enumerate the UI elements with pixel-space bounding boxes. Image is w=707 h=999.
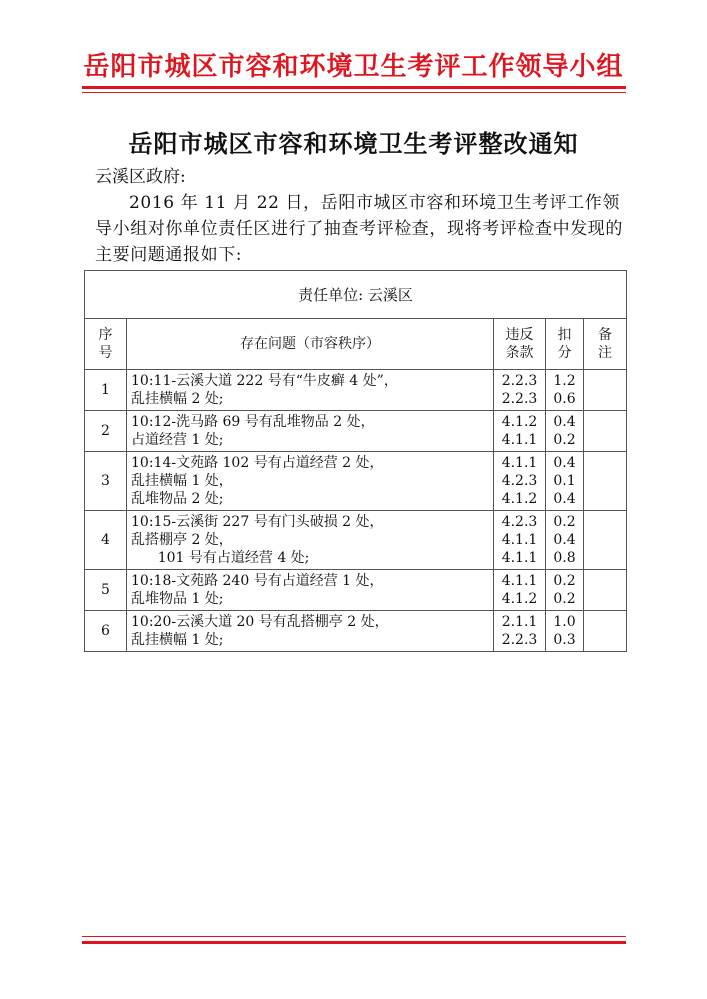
problem-line: 占道经营 1 处; [131,432,224,448]
header-rule-thick [82,86,626,89]
table-row [85,370,627,411]
problem-line: 乱堆物品 1 处; [131,591,224,607]
problem-line: 10:18-文苑路 240 号有占道经营 1 处， [131,573,384,589]
problem-cell [127,370,494,411]
row-number: 1 [85,370,127,411]
footer-rule-thin [82,936,626,937]
problem-line: 10:15-云溪街 227 号有门头破损 2 处， [131,514,384,530]
clause-value: 4.1.1 [501,432,538,448]
note-cell [584,570,627,611]
problem-cell [127,570,494,611]
deduct-value: 0.8 [553,550,576,566]
problem-line: 10:20-云溪大道 20 号有乱搭棚亭 2 处， [131,614,389,630]
problem-line: 乱挂横幅 2 处; [131,391,224,407]
deduct-value: 0.2 [553,573,576,589]
addressee: 云溪区政府: [95,167,186,187]
problem-cell [127,411,494,452]
clause-value: 2.2.3 [501,632,538,648]
table-row [85,570,627,611]
row-number: 3 [85,452,127,511]
clause-cell [494,411,546,452]
clause-value: 4.2.3 [501,473,538,489]
clause-value: 4.1.2 [501,414,538,430]
deduct-cell [546,511,584,570]
clause-value: 4.2.3 [501,514,538,530]
issues-table [84,270,627,652]
row-number: 6 [85,611,127,652]
problem-line: 10:12-洗马路 69 号有乱堆物品 2 处， [131,414,375,430]
header-clause-line: 违反 [505,327,534,343]
problem-line: 乱挂横幅 1 处， [131,473,233,489]
clause-value: 4.1.2 [501,491,538,507]
org-header: 岳阳市城区市容和环境卫生考评工作领导小组 [83,52,624,82]
problem-cell [127,511,494,570]
table-header-row [85,319,627,370]
header-no [85,319,127,370]
problem-line: 乱挂横幅 1 处; [131,632,224,648]
problem-line: 乱搭棚亭 2 处， [131,532,233,548]
row-number: 4 [85,511,127,570]
row-number: 5 [85,570,127,611]
clause-cell [494,370,546,411]
body-paragraph: 2016 年 11 月 22 日，岳阳市城区市容和环境卫生考评工作领导小组对你单位责任区进行了抽查考评检查，现将考评检查中发现的主要问题通报如下: [95,193,623,265]
clause-cell [494,511,546,570]
header-note [584,319,627,370]
table-row [85,611,627,652]
note-cell [584,370,627,411]
deduct-cell [546,611,584,652]
row-number: 2 [85,411,127,452]
header-deduct [546,319,584,370]
header-no-line: 序 [98,327,113,343]
table-row [85,452,627,511]
problem-cell [127,452,494,511]
problem-cell [127,611,494,652]
problem-line: 乱堆物品 2 处; [131,491,224,507]
deduct-value: 0.2 [553,514,576,530]
problem-line: 101 号有占道经营 4 处; [131,550,310,566]
header-problem: 存在问题（市容秩序） [127,319,494,370]
clause-value: 2.2.3 [501,391,538,407]
header-note-line: 备 [598,327,613,343]
clause-cell [494,452,546,511]
table-row [85,511,627,570]
deduct-value: 1.0 [553,614,576,630]
deduct-value: 0.2 [553,591,576,607]
header-deduct-line: 扣 [557,327,572,343]
deduct-cell [546,411,584,452]
deduct-value: 0.4 [553,532,576,548]
document-title: 岳阳市城区市容和环境卫生考评整改通知 [128,129,579,158]
deduct-value: 0.4 [553,491,576,507]
header-note-line: 注 [598,345,613,361]
responsible-unit: 责任单位: 云溪区 [85,271,627,319]
note-cell [584,511,627,570]
deduct-cell [546,452,584,511]
clause-value: 4.1.1 [501,573,538,589]
note-cell [584,452,627,511]
deduct-value: 1.2 [553,373,576,389]
deduct-value: 0.4 [553,455,576,471]
deduct-value: 0.3 [553,632,576,648]
clause-value: 4.1.1 [501,550,538,566]
problem-line: 10:11-云溪大道 222 号有“牛皮癣 4 处”， [131,373,398,389]
clause-value: 4.1.1 [501,455,538,471]
clause-value: 2.1.1 [501,614,538,630]
deduct-cell [546,370,584,411]
note-cell [584,411,627,452]
deduct-value: 0.6 [553,391,576,407]
clause-value: 2.2.3 [501,373,538,389]
deduct-value: 0.4 [553,414,576,430]
clause-value: 4.1.1 [501,532,538,548]
header-clause-line: 条款 [505,345,534,361]
deduct-cell [546,570,584,611]
footer-rule-thick [82,941,626,944]
deduct-value: 0.2 [553,432,576,448]
header-deduct-line: 分 [557,345,572,361]
deduct-value: 0.1 [553,473,576,489]
header-rule-thin [82,92,626,93]
table-row [85,411,627,452]
clause-cell [494,611,546,652]
problem-line: 10:14-文苑路 102 号有占道经营 2 处， [131,455,384,471]
note-cell [584,611,627,652]
header-no-line: 号 [98,345,113,361]
clause-value: 4.1.2 [501,591,538,607]
clause-cell [494,570,546,611]
header-clause [494,319,546,370]
